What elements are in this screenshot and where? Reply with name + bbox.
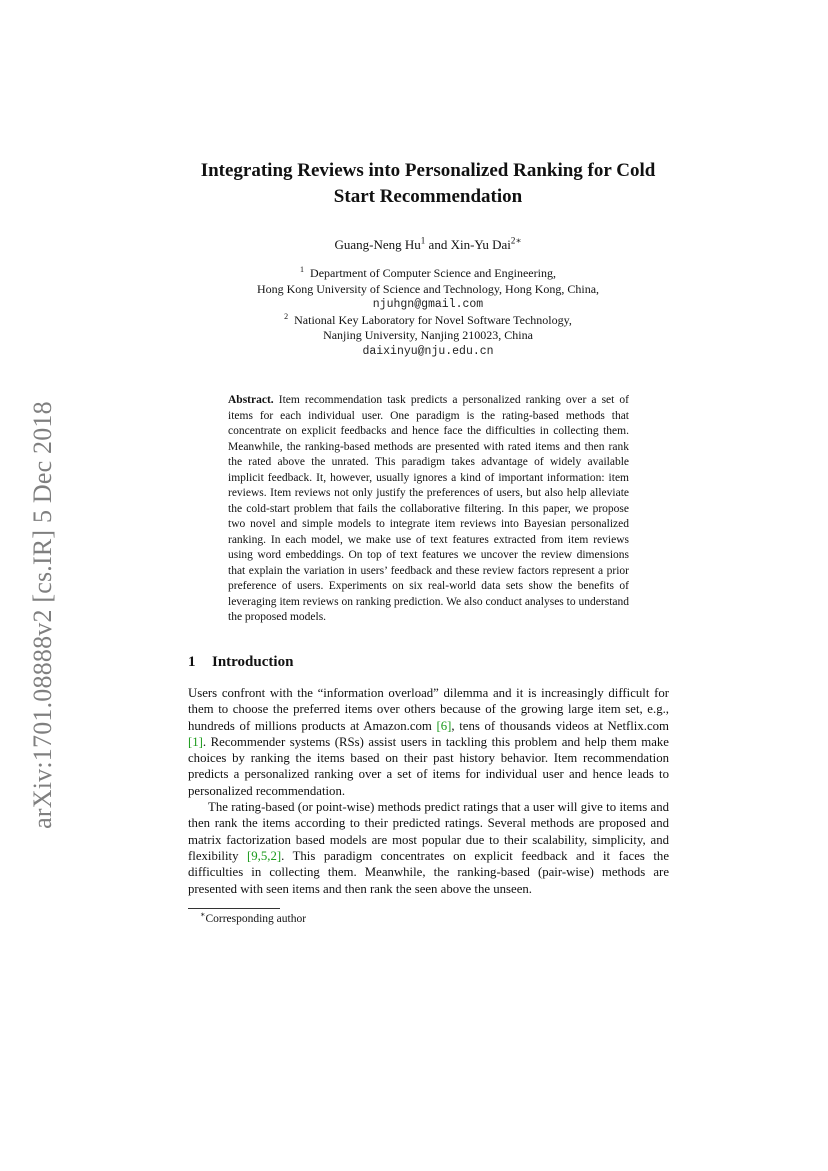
abstract-text: Item recommendation task predicts a personalized ranking over a set of items for each individual user. One paradigm is the rating-based methods that concentrate on explicit feedbacks and hence face the difficulties in collecting them. Meanwhile, the ranking-based methods are presented with rated items and then rank the rated above the unrated. This paradigm takes advantage of widely available implicit feedback. It, however, usually ignores a kind of important information: item reviews. Item reviews not only justify the preferences of users, but also help alleviate the cold-start problem that fails the collaborative filtering. In this paper, we propose two novel and simple models to integrate item reviews into Bayesian personalized ranking. In each model, we make use of text features extracted from item reviews using word embeddings. On top of text features we uncover the review dimensions that explain the variation in users’ feedback and these review factors represent a prior preference of users. Experiments on six real-world data sets show the benefits of leveraging item reviews on ranking prediction. We also conduct analyses to understand the proposed models. bbox=[228, 394, 629, 623]
affiliation-1-line-1 bbox=[160, 266, 696, 282]
author-1-mark: 1 bbox=[420, 235, 426, 246]
footnote bbox=[200, 912, 306, 927]
paragraph-1-text-a: Users confront with the “information overload” dilemma and it is increasingly difficult for them to choose the preferred items over others because of the growing large item set, e.g., hundreds of millions products at Amazon.com bbox=[188, 686, 669, 733]
abstract-label: Abstract. bbox=[228, 394, 274, 406]
affiliation-2-email: daixinyu@nju.edu.cn bbox=[362, 344, 494, 358]
affiliation-1-mark: 1 bbox=[300, 265, 305, 274]
paragraph-2-text-b: . This paradigm concentrates on explicit feedback and it faces the difficulties in collecting them. Meanwhile, the ranking-based (pair-wise) methods are presented with seen items and then rank the seen above the unseen. bbox=[188, 848, 670, 896]
affiliation-1-dept: Department of Computer Science and Engineering, bbox=[310, 266, 556, 280]
affiliation-1-line-2: Hong Kong University of Science and Technology, Hong Kong, China, bbox=[256, 281, 600, 296]
paper-title bbox=[160, 158, 696, 210]
paragraph-2-text-a: The rating-based (or point-wise) methods predict ratings that a user will give to items and then rank the items according to their predicted ratings. Several methods are proposed and matrix factorization based models are most popular due to their scalability, simplicity, and flexibility bbox=[188, 800, 669, 863]
affiliation-1-email: njuhgn@gmail.com bbox=[372, 298, 484, 311]
paragraph-1 bbox=[188, 685, 669, 799]
affiliation-2-mark: 2 bbox=[284, 311, 289, 321]
paragraph-1-text-b: , tens of thousands videos at Netflix.com bbox=[451, 718, 669, 733]
affiliation-2-line-2: Nanjing University, Nanjing 210023, China bbox=[323, 328, 533, 342]
citation-link[interactable]: [1] bbox=[188, 734, 203, 749]
author-1: Guang-Neng Hu bbox=[334, 237, 421, 252]
section-number: 1 bbox=[188, 654, 196, 670]
introduction-body bbox=[188, 685, 669, 897]
footnote-divider bbox=[188, 908, 280, 909]
affiliation-2-lab: National Key Laboratory for Novel Software Technology, bbox=[294, 312, 572, 327]
author-conjunction: and bbox=[428, 237, 448, 252]
footnote-mark: ∗ bbox=[200, 910, 206, 920]
footnote-text: Corresponding author bbox=[205, 913, 307, 925]
arxiv-identifier-text: arXiv:1701.08888v2 [cs.IR] 5 Dec 2018 bbox=[28, 401, 57, 829]
section-heading-introduction bbox=[188, 652, 648, 672]
affiliations bbox=[160, 266, 696, 359]
affiliation-2-line-1 bbox=[160, 313, 696, 329]
abstract bbox=[228, 393, 629, 626]
citation-link[interactable]: [9,5,2] bbox=[246, 848, 282, 863]
author-2: Xin-Yu Dai bbox=[450, 237, 511, 252]
author-list bbox=[160, 236, 696, 254]
paragraph-2 bbox=[188, 799, 669, 897]
paper-title-line-2: Start Recommendation bbox=[333, 186, 523, 207]
paragraph-1-text-c: . Recommender systems (RSs) assist users in tackling this problem and help them make choices by ranking the items based on their past history behavior. Item recommendation predicts a personalized ranking over a set of items for individual user and hence leads to personalized recommendation. bbox=[188, 734, 669, 798]
paper-title-line-1: Integrating Reviews into Personalized Ranking for Cold bbox=[200, 160, 656, 181]
section-title: Introduction bbox=[212, 654, 294, 670]
citation-link[interactable]: [6] bbox=[436, 718, 452, 733]
author-2-mark: 2∗ bbox=[510, 235, 522, 246]
